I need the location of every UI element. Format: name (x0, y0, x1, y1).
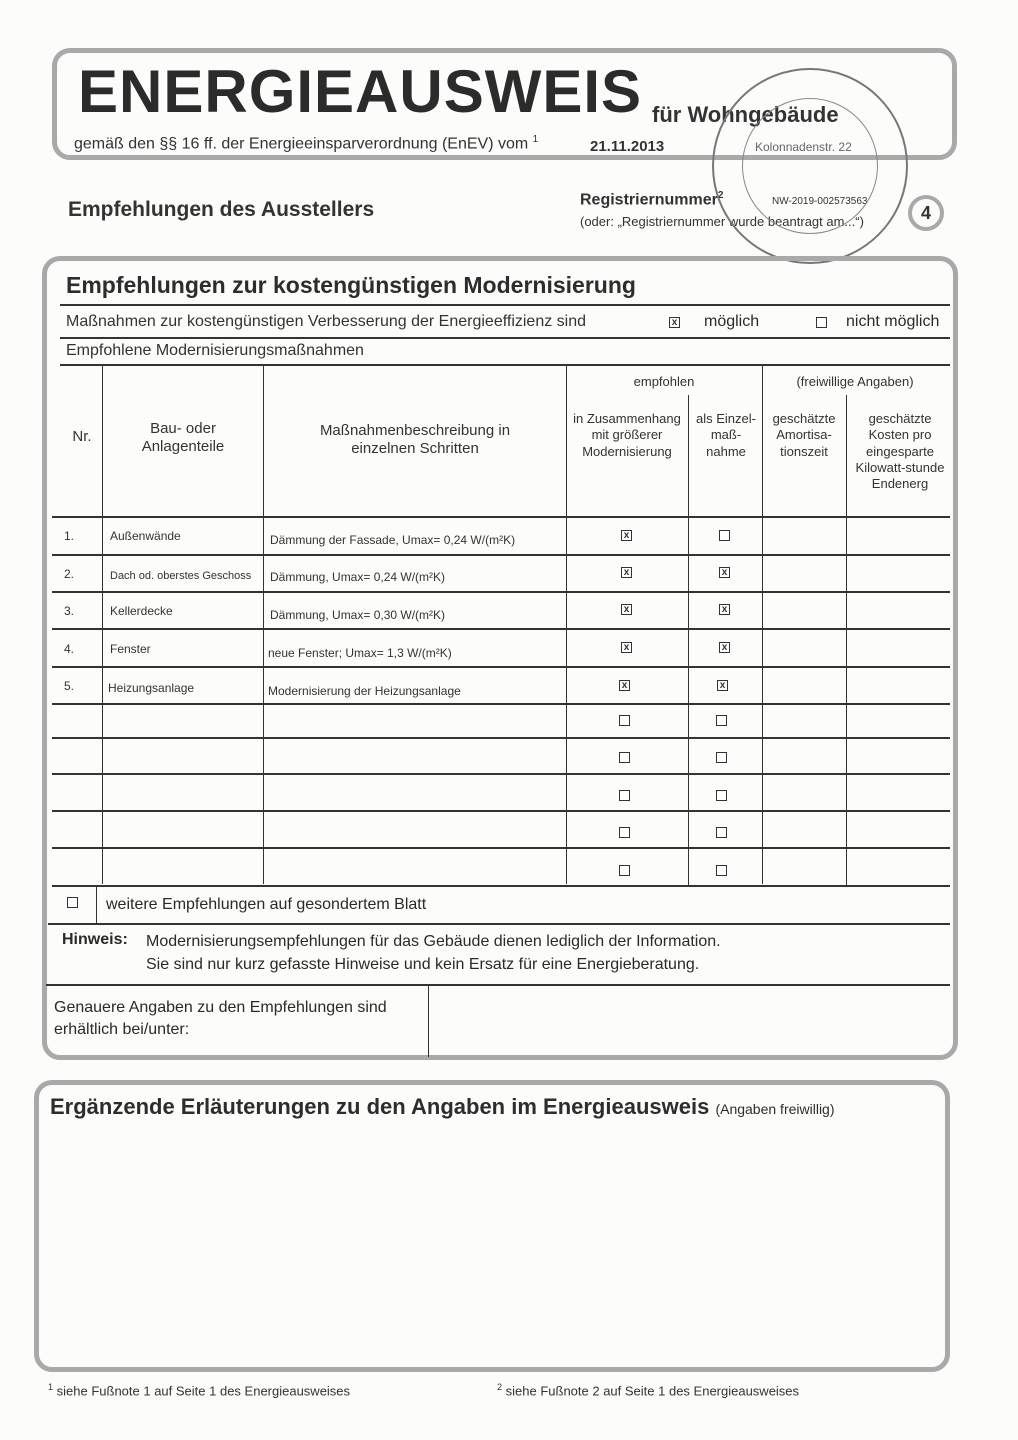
not-possible-checkbox[interactable] (816, 317, 827, 328)
divider (60, 337, 950, 339)
details-value-field[interactable] (432, 990, 942, 1052)
in-context-checkbox[interactable]: x (621, 604, 632, 615)
col-header-amortization: geschätzte Amortisa-tionszeit (772, 411, 836, 459)
col-header-cost: geschätzte Kosten pro eingesparte Kilowatt-stunde Endenerg (855, 411, 945, 491)
row-description: neue Fenster; Umax= 1,3 W/(m²K) (268, 646, 452, 660)
col-header-individual: als Einzel-maß-nahme (696, 411, 756, 459)
in-context-checkbox[interactable]: x (621, 530, 632, 541)
footnote-2 (497, 1382, 799, 1398)
row-component: Heizungsanlage (108, 681, 195, 695)
in-context-checkbox[interactable] (619, 827, 630, 838)
individual-checkbox[interactable]: x (719, 567, 730, 578)
possible-label: möglich (704, 313, 760, 330)
in-context-checkbox[interactable] (619, 790, 630, 801)
more-recommendations-label: weitere Empfehlungen auf gesondertem Blatt (106, 896, 427, 913)
stamp-address: Kolonnadenstr. 22 (755, 140, 852, 154)
law-text: gemäß den §§ 16 ff. der Energieeinsparverordnung (EnEV) vom (74, 135, 529, 153)
table-top-border (60, 364, 950, 366)
individual-checkbox[interactable] (716, 715, 727, 726)
row-component: Kellerdecke (110, 604, 173, 618)
in-context-checkbox[interactable]: x (621, 642, 632, 653)
note-line-1: Modernisierungsempfehlungen für das Gebäude dienen lediglich der Information. (146, 933, 721, 950)
details-label-line-1: Genauere Angaben zu den Empfehlungen sind (54, 999, 387, 1016)
row-description: Modernisierung der Heizungsanlage (268, 684, 461, 698)
row-divider (52, 628, 950, 630)
supplementary-title-text: Ergänzende Erläuterungen zu den Angaben im Energieausweis (50, 1094, 710, 1119)
col-header-nr: Nr. (72, 428, 92, 445)
recommended-heading: Empfohlene Modernisierungsmaßnahmen (66, 342, 364, 359)
footnote-text: siehe Fußnote 1 auf Seite 1 des Energieausweises (56, 1383, 351, 1399)
row-description: Dämmung, Umax= 0,24 W/(m²K) (270, 570, 446, 584)
footnote-ref: 2 (717, 190, 724, 201)
in-context-checkbox[interactable] (619, 752, 630, 763)
row-divider (52, 703, 950, 705)
row-divider (52, 591, 950, 593)
document-title: ENERGIEAUSWEIS (78, 58, 643, 125)
possible-checkbox[interactable]: x (669, 317, 680, 328)
individual-checkbox[interactable] (716, 827, 727, 838)
more-recommendations-checkbox[interactable] (67, 897, 78, 908)
row-divider (52, 847, 950, 849)
note-line-2: Sie sind nur kurz gefasste Hinweise und kein Ersatz für eine Energieberatung. (146, 956, 700, 973)
row-nr: 2. (64, 567, 75, 581)
not-possible-label: nicht möglich (846, 313, 940, 330)
row-nr: 1. (64, 529, 75, 543)
registration-number: NW-2019-002573563 (772, 196, 868, 207)
footnote-1 (48, 1382, 350, 1398)
divider (46, 984, 950, 986)
row-description: Dämmung der Fassade, Umax= 0,24 W/(m²K) (270, 533, 516, 547)
individual-checkbox[interactable] (719, 530, 730, 541)
col-divider (96, 885, 97, 923)
registration-label (580, 190, 723, 209)
col-header-in-context: in Zusammenhang mit größerer Modernisierung (573, 411, 681, 459)
footnote-text: siehe Fußnote 2 auf Seite 1 des Energieausweises (505, 1383, 800, 1399)
individual-checkbox[interactable] (716, 752, 727, 763)
row-divider (52, 810, 950, 812)
in-context-checkbox[interactable] (619, 715, 630, 726)
row-nr: 4. (64, 642, 75, 656)
row-description: Dämmung, Umax= 0,30 W/(m²K) (270, 608, 446, 622)
col-group-voluntary: (freiwillige Angaben) (796, 374, 914, 389)
row-nr: 3. (64, 604, 75, 618)
individual-checkbox[interactable]: x (719, 604, 730, 615)
supplementary-content-field[interactable] (50, 1130, 930, 1360)
footnote-ref: 1 (48, 1382, 54, 1392)
row-component: Außenwände (110, 529, 181, 543)
footnote-ref: 2 (497, 1382, 503, 1392)
page-number-badge: 4 (908, 195, 944, 231)
law-date: 21.11.2013 (590, 138, 665, 155)
in-context-checkbox[interactable]: x (619, 680, 630, 691)
col-header-description: Maßnahmenbeschreibung in einzelnen Schritten (319, 422, 511, 457)
individual-checkbox[interactable]: x (719, 642, 730, 653)
col-divider (566, 364, 567, 884)
supplementary-title-note: (Angaben freiwillig) (715, 1101, 835, 1117)
individual-checkbox[interactable] (716, 865, 727, 876)
footnote-ref: 1 (532, 134, 539, 145)
law-reference (74, 134, 538, 153)
in-context-checkbox[interactable]: x (621, 567, 632, 578)
divider (48, 923, 950, 925)
row-component: Fenster (110, 642, 151, 656)
possible-statement: Maßnahmen zur kostengünstigen Verbesserung der Energieeffizienz sind (66, 313, 587, 330)
note-label: Hinweis: (62, 931, 128, 948)
row-divider (52, 737, 950, 739)
row-nr: 5. (64, 679, 75, 693)
col-group-recommended: empfohlen (633, 374, 695, 389)
row-component: Dach od. oberstes Geschoss (110, 570, 252, 582)
row-divider (52, 666, 950, 668)
row-divider (52, 516, 950, 518)
details-label-line-2: erhältlich bei/unter: (54, 1021, 190, 1038)
col-header-component: Bau- oder Anlagenteile (141, 420, 225, 455)
col-divider (263, 364, 264, 884)
stamp-inner-ring (742, 98, 878, 234)
col-divider (102, 364, 103, 884)
document-subtitle: für Wohngebäude (652, 102, 839, 127)
row-divider (52, 773, 950, 775)
col-divider (762, 364, 763, 884)
col-divider (428, 985, 429, 1057)
row-divider (52, 885, 950, 887)
supplementary-title (50, 1094, 835, 1120)
individual-checkbox[interactable] (716, 790, 727, 801)
modernization-title: Empfehlungen zur kostengünstigen Modernisierung (66, 272, 636, 298)
registration-note: (oder: „Registriernummer wurde beantragt am...“) (580, 214, 864, 229)
in-context-checkbox[interactable] (619, 865, 630, 876)
divider (60, 304, 950, 306)
individual-checkbox[interactable]: x (717, 680, 728, 691)
registration-label-text: Registriernummer (580, 191, 718, 209)
section-heading: Empfehlungen des Ausstellers (68, 198, 375, 221)
row-divider (52, 554, 950, 556)
